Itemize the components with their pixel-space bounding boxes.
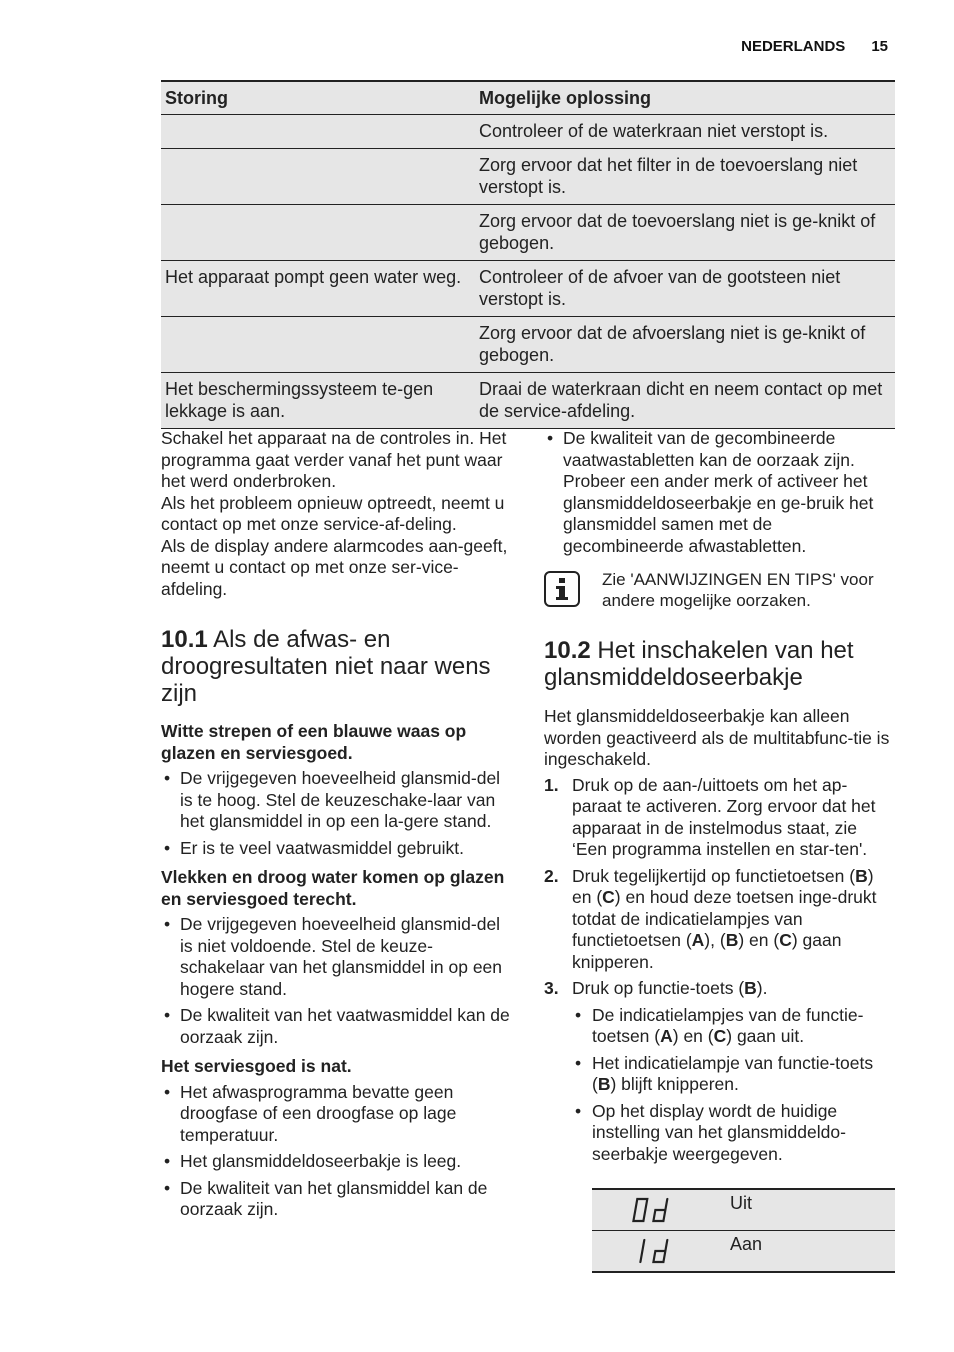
page-number: 15 xyxy=(871,38,888,55)
step-item xyxy=(544,978,896,1165)
page-header xyxy=(741,38,888,55)
step-text: Druk op functie-toets (B). xyxy=(572,978,768,998)
display-label: Uit xyxy=(730,1189,895,1231)
info-text: Zie 'AANWIJZINGEN EN TIPS' voor andere mogelijke oorzaken. xyxy=(602,570,874,610)
section-heading-10-2 xyxy=(544,637,896,691)
list-item: • Er is te veel vaatwasmiddel gebruikt. xyxy=(161,838,513,860)
subheading: Witte strepen of een blauwe waas op glazen en serviesgoed. xyxy=(161,721,467,763)
section-number: 10.2 xyxy=(544,637,591,664)
problem-cell xyxy=(161,205,475,261)
section-intro: Het glansmiddeldoseerbakje kan alleen worden geactiveerd als de multitabfunc-tie is ingeschakeld. xyxy=(544,706,890,769)
right-column xyxy=(544,428,896,1170)
solution-cell: Zorg ervoor dat het filter in de toevoerslang niet verstopt is. xyxy=(475,149,895,205)
step-number: 1. xyxy=(544,774,559,795)
solution-cell: Zorg ervoor dat de toevoerslang niet is ge-knikt of gebogen. xyxy=(475,205,895,261)
step-text: Druk tegelijkertijd op functietoetsen (B) en (C) en houd deze toetsen inge-drukt totdat de indicatielampjes van functietoetsen (A), (B) en (C) gaan knipperen. xyxy=(572,865,877,972)
step-text: Druk op de aan-/uittoets om het ap-paraat te activeren. Zorg ervoor dat het apparaat in de instelmodus staat, zie ‘Een programma instellen en star-ten'. xyxy=(572,774,876,859)
section-number: 10.1 xyxy=(161,626,208,653)
table-row xyxy=(161,317,895,373)
display-settings-table xyxy=(592,1188,895,1273)
solution-cell: Controleer of de afvoer van de gootsteen niet verstopt is. xyxy=(475,261,895,317)
list-item: • Het indicatielampje van functie-toets (B) blijft knipperen. xyxy=(572,1053,896,1096)
step-number: 2. xyxy=(544,865,559,886)
list-item: • De kwaliteit van het vaatwasmiddel kan de oorzaak zijn. xyxy=(161,1005,513,1048)
table-row xyxy=(161,373,895,429)
fault-table-header xyxy=(161,81,895,115)
section-title: Als de afwas- en droogresultaten niet naar wens zijn xyxy=(161,626,491,707)
problem-cell: Het beschermingssysteem te-gen lekkage is aan. xyxy=(161,373,475,429)
fault-table xyxy=(161,80,895,429)
display-code-1d xyxy=(592,1231,730,1273)
list-item: • De vrijgegeven hoeveelheid glansmid-del is te hoog. Stel de keuzeschake-laar van het glansmiddel in op een la-gere stand. xyxy=(161,768,513,833)
problem-cell xyxy=(161,317,475,373)
list-item: • Het glansmiddeldoseerbakje is leeg. xyxy=(161,1151,513,1173)
column-header-oplossing: Mogelijke oplossing xyxy=(475,81,895,115)
problem-cell xyxy=(161,149,475,205)
display-code-0d xyxy=(592,1189,730,1231)
section-title: Het inschakelen van het glansmiddeldoseerbakje xyxy=(544,637,854,691)
column-header-storing: Storing xyxy=(161,81,475,115)
list-item: • De indicatielampjes van de functie-toetsen (A) en (C) gaan uit. xyxy=(572,1005,896,1048)
bullet-list xyxy=(544,428,896,557)
table-row xyxy=(161,261,895,317)
bullet-list xyxy=(161,914,513,1048)
list-item: • De vrijgegeven hoeveelheid glansmid-del is niet voldoende. Stel de keuze-schakelaar van het glansmiddel in op een hogere stand. xyxy=(161,914,513,1000)
problem-cell xyxy=(161,115,475,149)
table-row xyxy=(592,1231,895,1273)
left-column xyxy=(161,428,513,1229)
intro-paragraph: Schakel het apparaat na de controles in. Het programma gaat verder vanaf het punt waar het werd onderbroken. xyxy=(161,428,507,491)
intro-paragraph: Als de display andere alarmcodes aan-geeft, neemt u contact op met onze ser-vice-afdeling. xyxy=(161,535,508,599)
list-item: • Op het display wordt de huidige instelling van het glansmiddeldo-seerbakje weergegeven. xyxy=(572,1101,896,1166)
bullet-list xyxy=(161,768,513,859)
table-row xyxy=(161,149,895,205)
info-icon xyxy=(544,571,580,607)
solution-cell: Draai de waterkraan dicht en neem contact op met de service-afdeling. xyxy=(475,373,895,429)
info-note xyxy=(544,569,896,611)
step-number: 3. xyxy=(544,978,559,998)
table-row xyxy=(592,1189,895,1231)
step-item xyxy=(544,866,896,974)
list-item: • De kwaliteit van het glansmiddel kan de oorzaak zijn. xyxy=(161,1178,513,1221)
section-heading-10-1 xyxy=(161,626,513,707)
intro-paragraph: Als het probleem opnieuw optreedt, neemt u contact op met onze service-af-deling. xyxy=(161,492,505,534)
problem-cell: Het apparaat pompt geen water weg. xyxy=(161,261,475,317)
solution-cell: Zorg ervoor dat de afvoerslang niet is ge-knikt of gebogen. xyxy=(475,317,895,373)
list-item: • De kwaliteit van de gecombineerde vaatwastabletten kan de oorzaak zijn. Probeer een ander merk of activeer het glansmiddeldoseerbakje en ge-bruik het glansmiddel samen met de gecombineerde afwastabletten. xyxy=(544,428,896,557)
steps-list xyxy=(544,775,896,1166)
bullet-list xyxy=(161,1082,513,1221)
table-row xyxy=(161,115,895,149)
sub-bullet-list xyxy=(572,1005,896,1166)
subheading: Het serviesgoed is nat. xyxy=(161,1056,352,1076)
step-item xyxy=(544,775,896,861)
list-item: • Het afwasprogramma bevatte geen droogfase of een droogfase op lage temperatuur. xyxy=(161,1082,513,1147)
display-label: Aan xyxy=(730,1231,895,1273)
subheading: Vlekken en droog water komen op glazen en serviesgoed terecht. xyxy=(161,867,505,909)
table-row xyxy=(161,205,895,261)
header-language: NEDERLANDS xyxy=(741,38,846,55)
solution-cell: Controleer of de waterkraan niet verstopt is. xyxy=(475,115,895,149)
